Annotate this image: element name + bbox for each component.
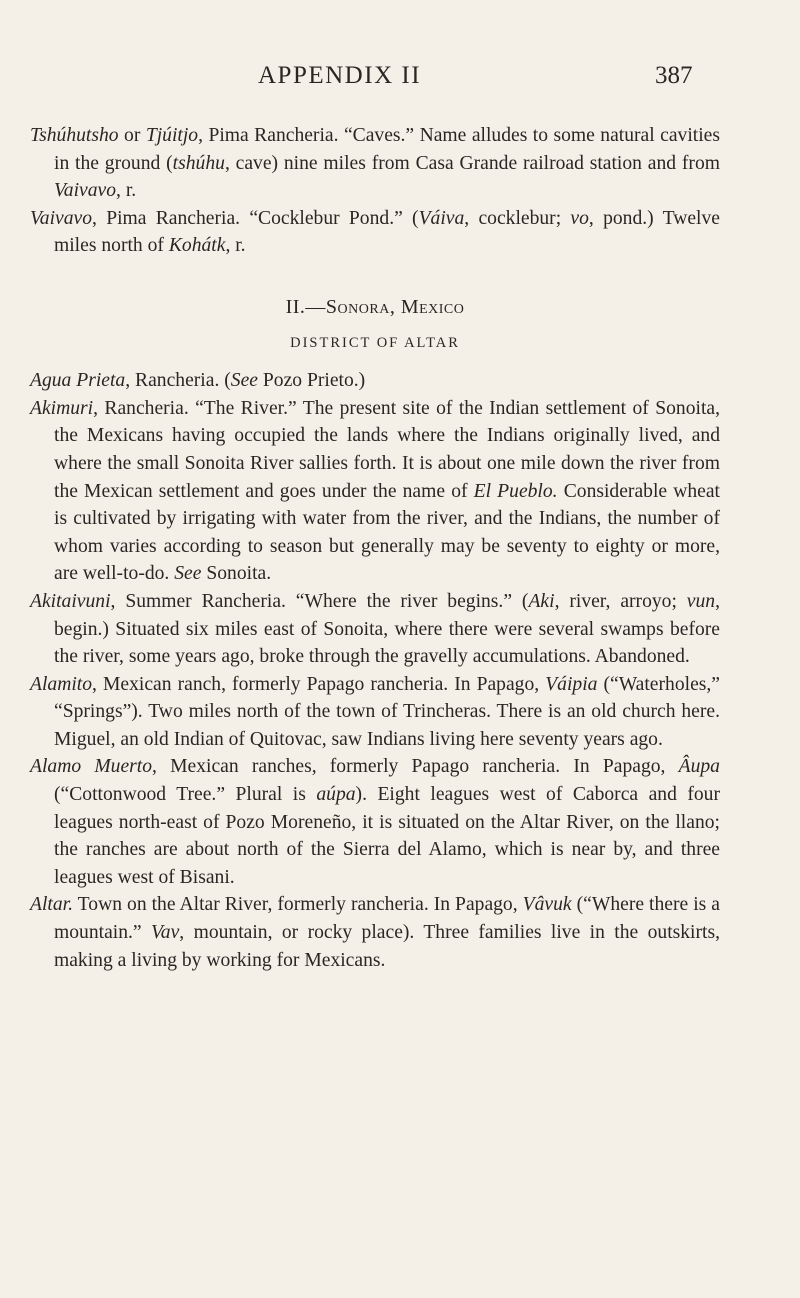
running-head-title: APPENDIX II (258, 62, 422, 89)
section-heading (30, 294, 720, 322)
entry-text: Considerable wheat is cultivated by irrigating with water from the river, and the Indians, the number of whom varies according to season but generally may be seventy to eighty or more, are well-to-do. (54, 480, 720, 585)
entry-italic: El Pueblo. (473, 480, 558, 502)
entry-text: , Pima Rancheria. “Cocklebur Pond.” ( (92, 207, 419, 229)
entry-text: (“Waterholes,” “Springs”). Two miles north of the town of Trincheras. There is an old church here. Miguel, an old Indian of Quitovac, saw Indians living here seventy years ago. (54, 673, 720, 750)
entry-text: , Rancheria. ( (125, 370, 231, 392)
entry-text: (“Cottonwood Tree.” Plural is (54, 784, 317, 806)
section-number: II.— (285, 295, 326, 318)
entry-italic: Kohátk (168, 235, 226, 257)
section-title-country: Mexico (400, 295, 465, 318)
main-text (30, 122, 720, 974)
gazetteer-entry (30, 367, 720, 395)
entry-text: , Mexican ranch, formerly Papago rancheria. In Papago, (92, 673, 546, 695)
entry-headword: Altar. (30, 894, 74, 916)
entry-italic: See (174, 563, 202, 585)
running-head (0, 62, 800, 102)
entry-italic: tshúhu (172, 152, 225, 174)
gazetteer-entry (30, 753, 720, 891)
gazetteer-entry (30, 122, 720, 205)
entry-italic: Vav (151, 922, 180, 944)
entry-italic: Vaivavo (54, 180, 117, 202)
entry-headword: Alamito (30, 673, 93, 695)
entry-text: , pond.) Twelve miles north of (54, 207, 720, 257)
subsection-heading: DISTRICT OF ALTAR (290, 334, 460, 351)
entry-headword: Alamo Muerto (30, 756, 153, 778)
entry-italic: Váipia (545, 673, 598, 695)
page-number: 387 (655, 62, 693, 89)
entry-text: , cocklebur; (464, 207, 571, 229)
entry-headword: Akitaivuni (30, 590, 111, 612)
entry-text: , r. (116, 180, 137, 202)
gazetteer-entry (30, 395, 720, 588)
entry-italic: Aki (528, 590, 555, 612)
entry-text: , r. (225, 235, 246, 257)
section-title-region: Sonora (325, 295, 390, 318)
entry-italic: Tjúitjo (145, 125, 199, 146)
gazetteer-entry (30, 671, 720, 754)
entry-text: , Summer Rancheria. “Where the river begins.” ( (110, 590, 529, 612)
entry-italic: aúpa (316, 784, 356, 806)
entry-headword: Tshúhutsho (30, 125, 119, 146)
entry-headword: Vaivavo (30, 207, 93, 229)
entry-text: , Pima Rancheria. “Caves.” Name alludes to some natural cavities in the ground ( (54, 125, 720, 174)
entry-text: or (118, 125, 146, 146)
entry-text: ). Eight leagues west of Caborca and four leagues north-east of Pozo Moreneño, it is situated on the Altar River, on the llano; the ranches are about north of the Sierra del Alamo, which is near by, and three leagues west of Bisani. (54, 784, 720, 888)
entry-headword: Agua Prieta (30, 370, 126, 392)
entry-text: Town on the Altar River, formerly rancheria. In Papago, (73, 894, 523, 916)
entry-text: Sonoita. (201, 563, 272, 585)
entry-italic: See (230, 370, 258, 392)
section-title-separator: , (389, 295, 401, 318)
entry-italic: Vâvuk (522, 894, 572, 916)
entry-italic: vun (686, 590, 716, 612)
gazetteer-entry (30, 891, 720, 974)
gazetteer-entry (30, 205, 720, 260)
entry-text: , mountain, or rocky place). Three families live in the outskirts, making a living by working for Mexicans. (54, 922, 720, 971)
entry-text: , Rancheria. “The River.” The present site of the Indian settlement of Sonoita, the Mexicans having occupied the lands where the Indians originally lived, and where the small Sonoita River sallies forth. It is about one mile down the river from the Mexican settlement and goes under the name of (54, 397, 720, 502)
entry-headword: Akimuri (30, 397, 94, 419)
entry-italic: Âupa (678, 756, 720, 778)
entry-text: Pozo Prieto.) (257, 370, 366, 392)
entry-text: , cave) nine miles from Casa Grande railroad station and from (224, 152, 720, 174)
entry-text: , Mexican ranches, formerly Papago rancheria. In Papago, (152, 756, 679, 778)
entry-text: (“Where there is a mountain.” (54, 894, 720, 944)
entry-text: , river, arroyo; (554, 590, 687, 612)
gazetteer-entry (30, 588, 720, 671)
entry-text: , begin.) Situated six miles east of Sonoita, where there were several swamps before the river, some years ago, broke through the gravelly accumulations. Abandoned. (54, 590, 720, 668)
entry-italic: Váiva (418, 207, 465, 229)
entry-italic: vo (570, 207, 589, 229)
